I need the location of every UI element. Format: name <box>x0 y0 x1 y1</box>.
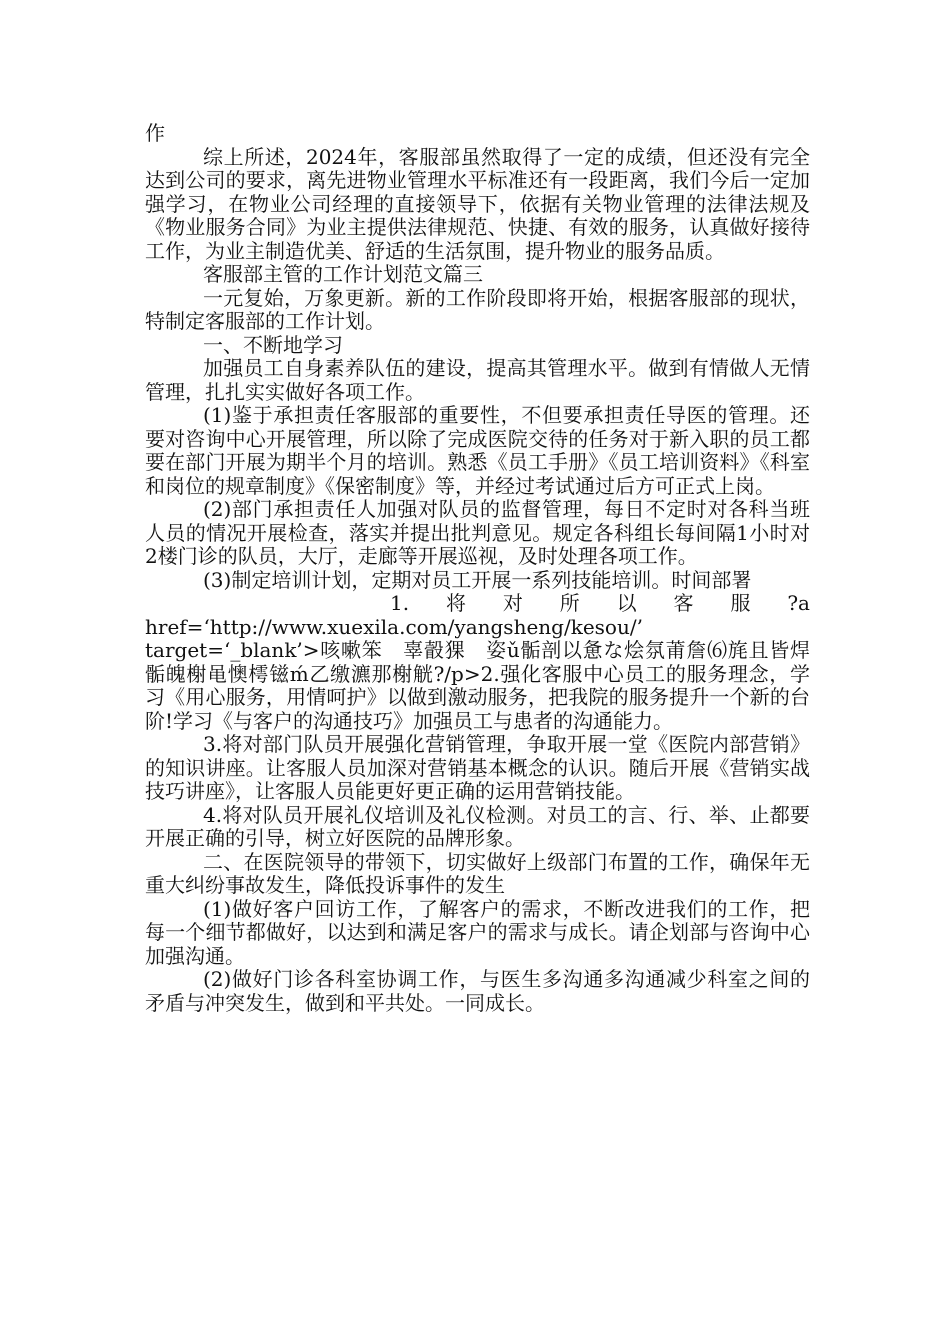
spread-token: 对 <box>502 591 523 615</box>
paragraph-intro: 一元复始，万象更新。新的工作阶段即将开始，根据客服部的现状，特制定客服部的工作计划。 <box>145 285 810 333</box>
spread-token: 所 <box>559 591 580 615</box>
spread-token: 将 <box>445 591 466 615</box>
spread-token: ?a <box>787 591 810 615</box>
spread-token: 以 <box>616 591 637 615</box>
paragraph-team-building: 加强员工自身素养队伍的建设，提高其管理水平。做到有情做人无情管理，扎扎实实做好各项工作。 <box>145 356 810 404</box>
document-body <box>145 122 810 1015</box>
spread-token: 1. <box>390 591 410 615</box>
paragraph-summary: 综上所述，2024年，客服部虽然取得了一定的成绩，但还没有完全达到公司的要求，离先进物业管理水平标准还有一段距离，我们今后一定加强学习，在物业公司经理的直接领导下，依据有关物业管理的法律法规及《物业服务合同》为业主提供法律规范、快捷、有效的服务，认真做好接待工作，为业主制造优美、舒适的生活氛围，提升物业的服务品质。 <box>145 144 810 263</box>
paragraph-followup: (1)做好客户回访工作，了解客户的需求，不断改进我们的工作，把每一个细节都做好，以达到和满足客户的需求与成长。请企划部与咨询中心加强沟通。 <box>145 896 810 968</box>
heading-leadership: 二、在医院领导的带领下，切实做好上级部门布置的工作，确保年无重大纠纷事故发生，降低投诉事件的发生 <box>145 849 810 897</box>
heading-learning: 一、不断地学习 <box>203 332 343 357</box>
paragraph-coordination: (2)做好门诊各科室协调工作，与医生多沟通多沟通减少科室之间的矛盾与冲突发生，做到和平共处。一同成长。 <box>145 967 810 1015</box>
paragraph-item-3: (3)制定培训计划，定期对员工开展一系列技能培训。时间部署 <box>203 567 752 592</box>
section-title: 客服部主管的工作计划范文篇三 <box>203 262 483 286</box>
spread-token: 客 <box>673 591 694 615</box>
paragraph-item-3-marketing: 3.将对部门队员开展强化营销管理，争取开展一堂《医院内部营销》的知识讲座。让客服人员加深对营销基本概念的认识。随后开展《营销实战技巧讲座》，让客服人员能更好更正确的运用营销技能。 <box>145 732 810 803</box>
paragraph-fragment: 作 <box>145 121 165 145</box>
garbled-text-block: target=‘_blank’>咳嗽笨 辜瞉猓 姿ǔ骺剖以惫な烩氛莆詹⑹旄且皆焊骺魄榭黾懊樗镃ḿ乙缴瀌那榭觥?/p>2.强化客服中心员工的服务理念，学习《用心服务，用情呵护》以做到激动服务，把我院的服务提升一个新的台阶!学习《与客户的沟通技巧》加强员工与患者的沟通能力。 <box>145 638 810 733</box>
spread-token: 服 <box>730 591 751 615</box>
paragraph-item-2: (2)部门承担责任人加强对队员的监督管理，每日不定时对各科当班人员的情况开展检查，落实并提出批判意见。规定各科组长每间隔1小时对2楼门诊的队员，大厅，走廊等开展巡视，及时处理各项工作。 <box>145 497 810 568</box>
spread-line <box>145 592 810 616</box>
paragraph-item-4-etiquette: 4.将对队员开展礼仪培训及礼仪检测。对员工的言、行、举、止都要开展正确的引导，树立好医院的品牌形象。 <box>145 802 810 850</box>
garbled-link-line: href=‘http://www.xuexila.com/yangsheng/kesou/’ <box>145 614 643 639</box>
paragraph-item-1: (1)鉴于承担责任客服部的重要性，不但要承担责任导医的管理。还要对咨询中心开展管理，所以除了完成医院交待的任务对于新入职的员工都要在部门开展为期半个月的培训。熟悉《员工手册》《员工培训资料》《科室和岗位的规章制度》《保密制度》等，并经过考试通过后方可正式上岗。 <box>145 403 810 498</box>
